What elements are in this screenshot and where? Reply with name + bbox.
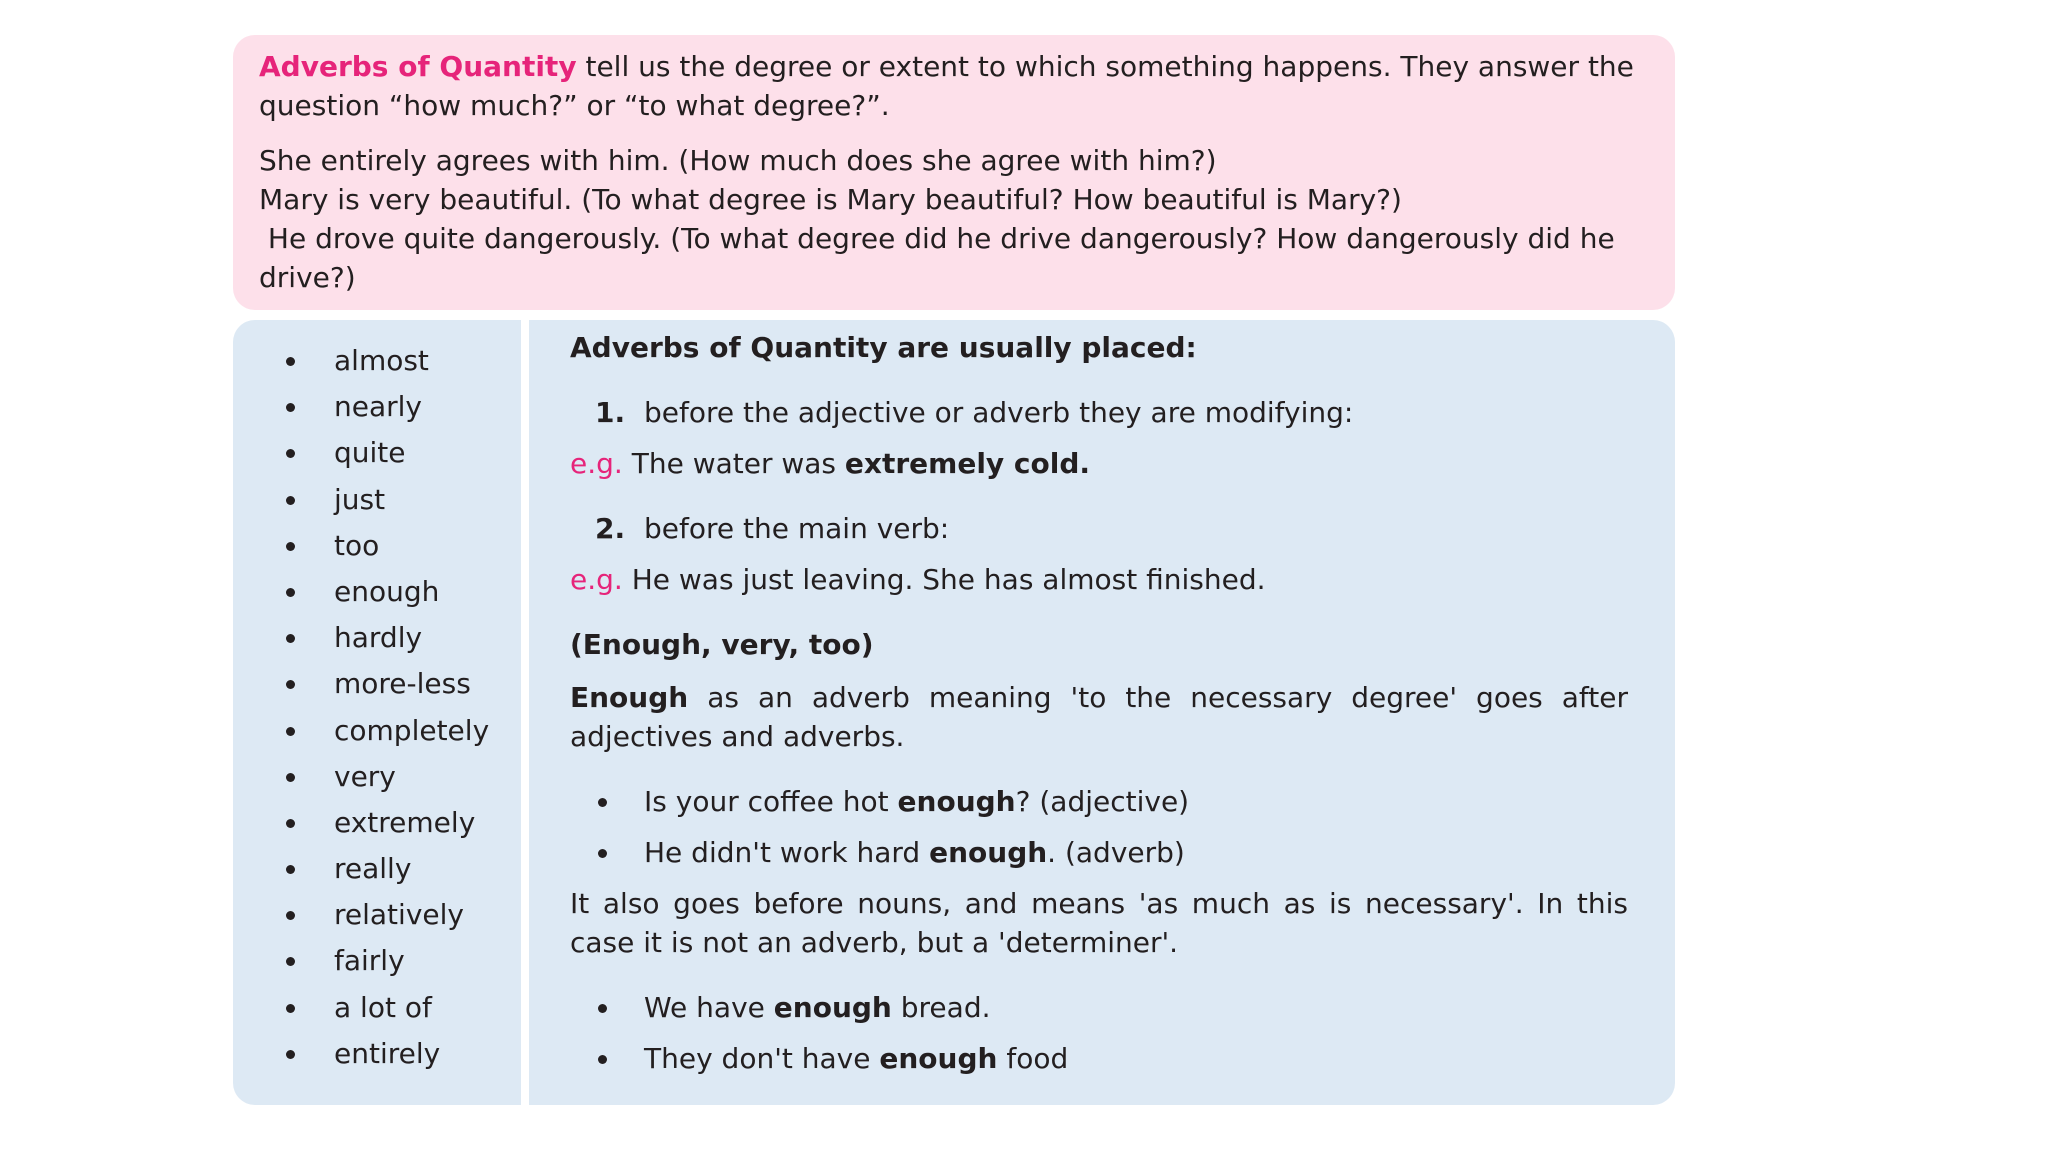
term-highlight: Adverbs of Quantity: [259, 50, 577, 83]
list-item-label: almost: [334, 344, 429, 377]
bullet-icon: [286, 496, 295, 505]
list-item: [233, 846, 489, 892]
list-item: [233, 708, 489, 754]
bullet-icon: [286, 449, 295, 458]
example-text: Is your coffee hot: [644, 785, 898, 818]
determiner-text: It also goes before nouns, and means 'as much as is necessary'. In this case it is not an adverb, but a 'determiner'.: [570, 887, 1628, 959]
list-item-label: too: [334, 528, 380, 562]
example-bold: enough: [773, 991, 892, 1024]
list-item: [233, 615, 489, 661]
example-text: He was just leaving. She has almost finished.: [622, 563, 1266, 596]
list-item-label: enough: [334, 574, 440, 608]
list-item: [233, 754, 489, 800]
list-item-label: hardly: [334, 621, 423, 655]
explanation: [570, 328, 1628, 1078]
example-text: The water was: [622, 447, 845, 480]
placement-heading: Adverbs of Quantity are usually placed:: [570, 331, 1197, 364]
enough-intro-text: as an adverb meaning 'to the necessary degree' goes after adjectives and adverbs.: [570, 681, 1628, 753]
bullet-icon: [286, 1004, 295, 1013]
bullet-icon: [286, 773, 295, 782]
list-item: [570, 782, 1628, 821]
rule-text: before the main verb:: [644, 512, 950, 545]
example-text: They don't have: [644, 1042, 880, 1075]
bullet-icon: [286, 542, 295, 551]
rule-item: [570, 393, 1628, 432]
bullet-icon: [286, 588, 295, 597]
example-text: ? (adjective): [1015, 785, 1190, 818]
enough-term: Enough: [570, 681, 689, 714]
list-item-label: really: [334, 852, 412, 886]
example-text: bread.: [891, 991, 991, 1024]
bullet-icon: [286, 1050, 295, 1059]
list-item: [233, 1031, 489, 1077]
bullet-icon: [286, 957, 295, 966]
example-line: [570, 444, 1628, 483]
bullet-icon: [598, 1055, 607, 1064]
enough-intro: [570, 678, 1628, 756]
list-item: [570, 1039, 1628, 1078]
example-bold: enough: [929, 836, 1048, 869]
definition-text: tell us the degree or extent to which something happens. They answer the question “how much?” or “to what degree?”.: [259, 50, 1634, 122]
example-bold: extremely cold.: [844, 447, 1091, 480]
list-item-label: relatively: [334, 898, 464, 932]
list-item-label: fairly: [334, 944, 405, 978]
intro-example: Mary is very beautiful. (To what degree is Mary beautiful? How beautiful is Mary?): [259, 183, 1402, 216]
column-divider: [521, 320, 529, 1105]
bullet-icon: [286, 727, 295, 736]
example-text: . (adverb): [1047, 836, 1185, 869]
list-item: [233, 384, 489, 430]
list-item-label: a lot of: [334, 990, 432, 1024]
list-item-label: entirely: [334, 1036, 441, 1070]
rule-text: before the adjective or adverb they are modifying:: [644, 396, 1354, 429]
example-text: He didn't work hard: [644, 836, 930, 869]
list-item-label: just: [334, 482, 386, 516]
list-item-label: completely: [334, 713, 490, 747]
list-item: [233, 338, 489, 384]
list-item: [570, 988, 1628, 1027]
list-item: [233, 523, 489, 569]
bullet-icon: [598, 798, 607, 807]
list-item: [233, 892, 489, 938]
eg-label: e.g.: [570, 563, 623, 596]
list-item: [233, 430, 489, 476]
example-text: We have: [644, 991, 774, 1024]
rule-number: 1.: [595, 396, 626, 429]
bullet-icon: [286, 680, 295, 689]
example-line: [570, 560, 1628, 599]
list-item-label: quite: [334, 436, 406, 470]
definition: [259, 47, 1649, 125]
list-item-label: very: [334, 759, 396, 793]
list-item: [233, 985, 489, 1031]
content-panel: [233, 320, 1675, 1105]
rule-number: 2.: [595, 512, 626, 545]
adverb-list: [233, 338, 489, 1077]
list-item: [233, 661, 489, 707]
list-item: [233, 800, 489, 846]
list-item-label: extremely: [334, 805, 476, 839]
list-item: [233, 477, 489, 523]
rule-item: [570, 509, 1628, 548]
bullet-icon: [286, 819, 295, 828]
intro-example: She entirely agrees with him. (How much does she agree with him?): [259, 144, 1217, 177]
list-item-label: more-less: [334, 667, 471, 701]
list-item: [233, 569, 489, 615]
intro-example: He drove quite dangerously. (To what degree did he drive dangerously? How dangerously did he drive?): [259, 222, 1624, 294]
list-item: [233, 938, 489, 984]
example-bold: enough: [879, 1042, 998, 1075]
intro-box: [233, 35, 1675, 310]
bullet-icon: [286, 865, 295, 874]
bullet-icon: [598, 849, 607, 858]
bullet-icon: [286, 634, 295, 643]
bullet-icon: [286, 911, 295, 920]
list-item-label: nearly: [334, 390, 422, 424]
bullet-icon: [286, 403, 295, 412]
enough-heading: (Enough, very, too): [570, 628, 874, 661]
eg-label: e.g.: [570, 447, 623, 480]
bullet-icon: [286, 357, 295, 366]
list-item: [570, 833, 1628, 872]
bullet-icon: [598, 1004, 607, 1013]
example-bold: enough: [897, 785, 1016, 818]
example-text: food: [997, 1042, 1069, 1075]
